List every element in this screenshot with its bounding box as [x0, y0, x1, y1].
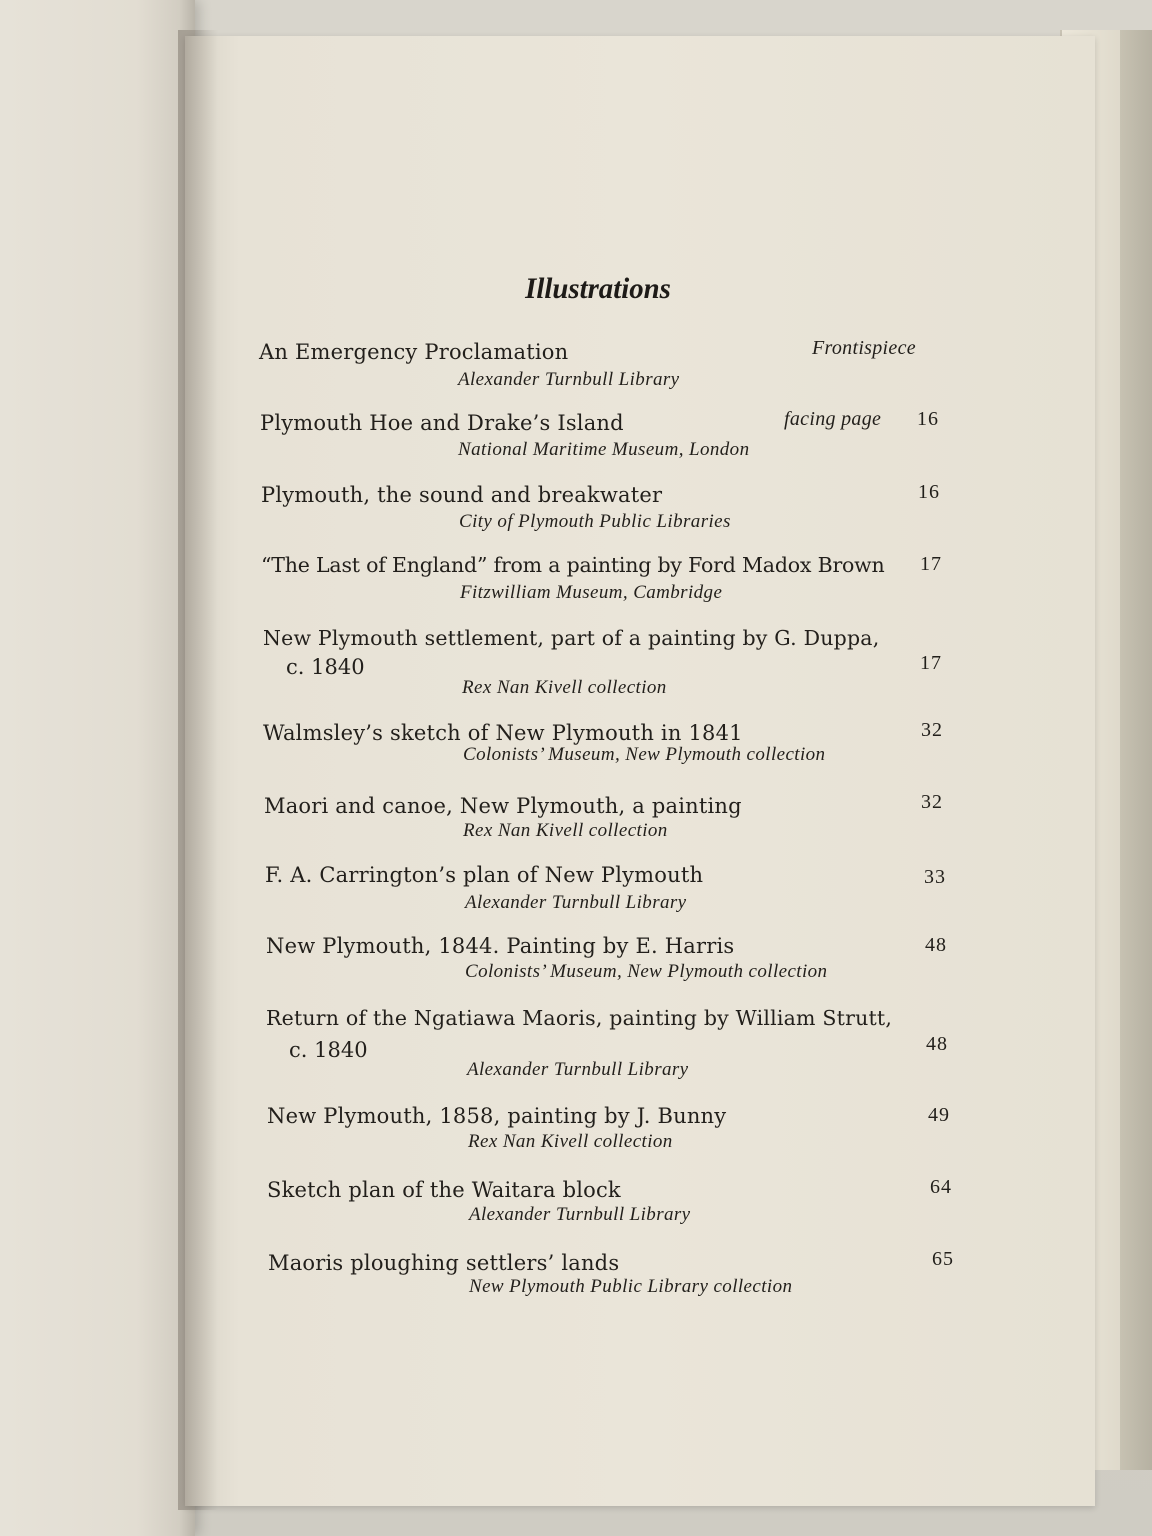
entry-page: 65: [932, 1248, 954, 1270]
entry-page: 16: [917, 408, 939, 430]
entry-title-cont: c. 1840: [289, 1038, 368, 1062]
entry-source: Rex Nan Kivell collection: [463, 820, 668, 841]
entry-source: National Maritime Museum, London: [458, 439, 750, 460]
entry-title: New Plymouth, 1858, painting by J. Bunny: [267, 1104, 727, 1128]
entry-source: Colonists’ Museum, New Plymouth collection: [465, 961, 828, 982]
entry-title: New Plymouth, 1844. Painting by E. Harris: [266, 934, 735, 958]
entry-page: Frontispiece: [812, 337, 916, 359]
entry-title: Maoris ploughing settlers’ lands: [268, 1251, 620, 1275]
entry-page: 48: [926, 1033, 948, 1055]
entry-page: 48: [925, 934, 947, 956]
entry-page: 17: [920, 652, 942, 674]
entry-title: “The Last of England” from a painting by Ford Madox Brown: [261, 553, 885, 577]
entry-page: 49: [928, 1104, 950, 1126]
entry-source: Alexander Turnbull Library: [458, 369, 680, 390]
entry-page: 16: [918, 481, 940, 503]
entry-title: Plymouth Hoe and Drake’s Island: [260, 411, 624, 435]
entry-title: Plymouth, the sound and breakwater: [261, 483, 663, 507]
entry-title: An Emergency Proclamation: [259, 340, 569, 364]
entry-source: Alexander Turnbull Library: [467, 1059, 689, 1080]
entry-source: Fitzwilliam Museum, Cambridge: [460, 582, 723, 603]
entry-page: 32: [921, 791, 943, 813]
book-cover-strip: [1120, 30, 1152, 1470]
entry-source: Alexander Turnbull Library: [465, 892, 687, 913]
entry-page: 33: [924, 866, 946, 888]
entry-source: Rex Nan Kivell collection: [468, 1131, 673, 1152]
entry-page: 32: [921, 719, 943, 741]
entry-title: Maori and canoe, New Plymouth, a painting: [264, 794, 742, 818]
left-page: [0, 0, 195, 1536]
entry-title: F. A. Carrington’s plan of New Plymouth: [265, 863, 704, 887]
entry-source: Rex Nan Kivell collection: [462, 677, 667, 698]
entry-source: Colonists’ Museum, New Plymouth collection: [463, 744, 826, 765]
entry-page: 17: [920, 553, 942, 575]
entry-page-prefix: facing page: [784, 408, 882, 430]
entry-source: Alexander Turnbull Library: [469, 1204, 691, 1225]
page-title: Illustrations: [525, 272, 671, 305]
entry-title: Sketch plan of the Waitara block: [267, 1178, 621, 1202]
entry-source: City of Plymouth Public Libraries: [459, 511, 731, 532]
entry-title: New Plymouth settlement, part of a painting by G. Duppa,: [263, 626, 880, 650]
gutter-shadow: [178, 30, 218, 1510]
entry-title: Walmsley’s sketch of New Plymouth in 1841: [263, 721, 743, 745]
entry-source: New Plymouth Public Library collection: [469, 1276, 793, 1297]
entry-page: 64: [930, 1176, 952, 1198]
entry-title-cont: c. 1840: [286, 655, 365, 679]
entry-title: Return of the Ngatiawa Maoris, painting by William Strutt,: [266, 1006, 893, 1030]
